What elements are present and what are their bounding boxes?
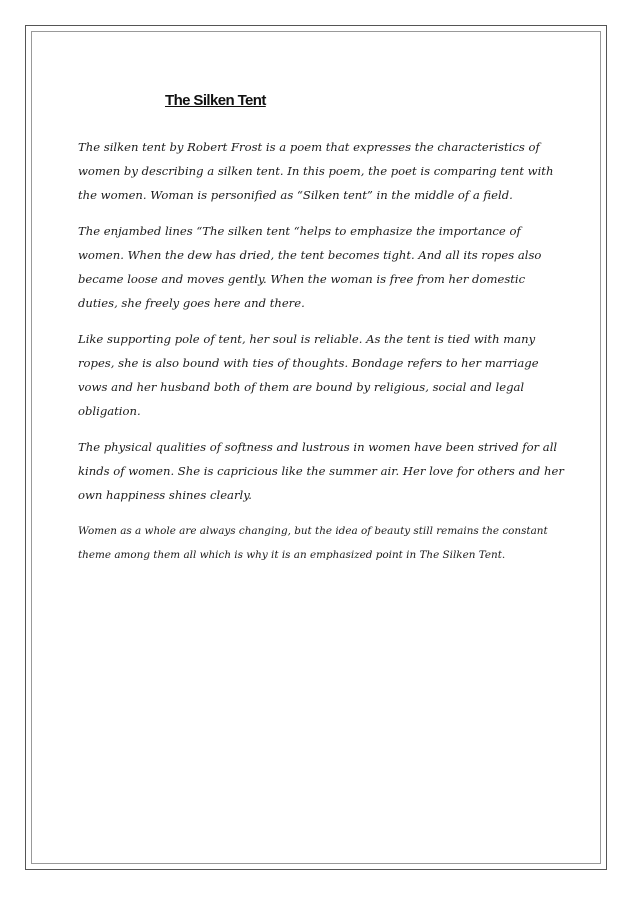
paragraph-3: Like supporting pole of tent, her soul is reliable. As the tent is tied with many ropes, she is also bound with ties of thoughts. Bondage refers to her marriage vows and her husband both of them are bound by religious, social and legal obligation. (78, 332, 539, 418)
paragraph-5: Women as a whole are always changing, but the idea of beauty still remains the constant theme among them all which is why it is an emphasized point in The Silken Tent. (78, 525, 548, 561)
paragraph-4: The physical qualities of softness and lustrous in women have been strived for all kinds of women. She is capricious like the summer air. Her love for others and her own happiness shines clearly. (78, 440, 564, 502)
paragraph-2: The enjambed lines “The silken tent “helps to emphasize the importance of women. When the dew has dried, the tent becomes tight. And all its ropes also became loose and moves gently. When the woman is free from her domestic duties, she freely goes here and there. (78, 224, 542, 310)
document-body (78, 135, 564, 579)
paragraph-1: The silken tent by Robert Frost is a poem that expresses the characteristics of women by describing a silken tent. In this poem, the poet is comparing tent with the women. Woman is personified as “Silken tent” in the middle of a field. (78, 140, 554, 202)
page-title: The Silken Tent (165, 92, 266, 109)
